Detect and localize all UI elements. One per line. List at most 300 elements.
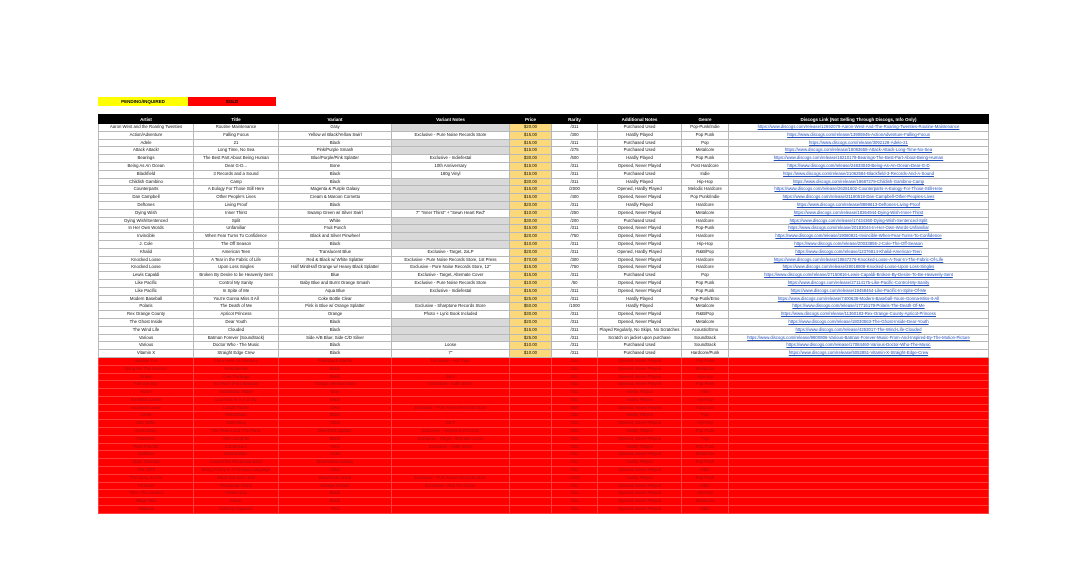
sold-row[interactable] (99, 459, 989, 467)
cell-discogs-link[interactable] (729, 443, 989, 451)
cell-price (510, 357, 552, 365)
cell-discogs-link[interactable]: https://www.discogs.com/release/21062584-Blackfield-3-Records-And-A-Sound (729, 170, 989, 178)
table-row[interactable] (99, 272, 989, 280)
table-row[interactable] (99, 248, 989, 256)
cell-genre: Hardcore (682, 217, 729, 225)
cell-rarity: /500 (552, 428, 598, 436)
cell-price (510, 467, 552, 475)
cell-title: Split (194, 217, 279, 225)
table-row[interactable] (99, 170, 989, 178)
cell-variant: Black (279, 498, 392, 506)
cell-discogs-link[interactable]: https://www.discogs.com/release/28018808-Knocked-Loose-Upon-Loss-Singles (729, 264, 989, 272)
cell-rarity: /311 (552, 467, 598, 475)
cell-discogs-link[interactable]: https://www.discogs.com/release/5052851-Vitamin-X-Straight-Edge-Crew (729, 350, 989, 358)
cell-rarity: /300 (552, 256, 598, 264)
cell-discogs-link[interactable] (729, 498, 989, 506)
cell-artist: Adele (99, 139, 194, 147)
cell-price: $70.00 (510, 256, 552, 264)
cell-genre: Acoustic/Emo (682, 326, 729, 334)
cell-additional-notes: Opened, Never Played (598, 240, 682, 248)
cell-title: The Death of Me (194, 303, 279, 311)
sold-row[interactable] (99, 506, 989, 514)
column-header-title[interactable]: Title (194, 115, 279, 124)
cell-variant-notes: Exclusive - Sharptone Records Store (392, 303, 510, 311)
cell-price (510, 373, 552, 381)
cell-artist: Turnover (99, 482, 194, 490)
cell-title: Other People's Lives (194, 194, 279, 202)
cell-variant-notes: Exclusive - Pure Noise Records Store, 12" (392, 264, 510, 272)
cell-price: $30.00 (510, 178, 552, 186)
cell-discogs-link[interactable] (729, 420, 989, 428)
cell-title: 21 (194, 139, 279, 147)
cell-title: Doctor Who - The Music (194, 342, 279, 350)
cell-variant-notes: Exclusive - Hopeless Records (392, 428, 510, 436)
cell-genre: Pop (682, 412, 729, 420)
cell-rarity: /311 (552, 272, 598, 280)
cell-variant-notes: Exclusive - Target, Alternate Cover (392, 272, 510, 280)
cell-discogs-link[interactable] (729, 506, 989, 514)
cell-genre: Pop Punk (682, 131, 729, 139)
cell-variant: Violet (279, 451, 392, 459)
cell-discogs-link[interactable]: https://www.discogs.com/release/27150816-Lewis-Capaldi-Broken-By-Desire-To-Be-Heavenly-Sent (729, 272, 989, 280)
sold-row[interactable] (99, 498, 989, 506)
cell-genre: Soundtrack (682, 342, 729, 350)
table-row[interactable] (99, 147, 989, 155)
cell-artist: Fall Out Boy (99, 381, 194, 389)
sold-row[interactable] (99, 420, 989, 428)
cell-rarity: /311 (552, 287, 598, 295)
cell-discogs-link[interactable] (729, 373, 989, 381)
cell-title: You're Gonna Miss It All (194, 295, 279, 303)
cell-discogs-link[interactable]: https://www.discogs.com/release/19060821-Invincible-When-Fear-Turns-To-Confidence (729, 233, 989, 241)
table-row[interactable] (99, 131, 989, 139)
cell-genre: Hardcore (682, 233, 729, 241)
cell-artist: Mac Miller (99, 420, 194, 428)
column-header-discogs-link[interactable]: Discogs Link (Not Selling Through Discogs, Info Only) (729, 115, 989, 124)
cell-discogs-link[interactable]: https://www.discogs.com/release/26281602-Counterparts-A-Eulogy-For-Those-Still-Here (729, 186, 989, 194)
table-row[interactable] (99, 139, 989, 147)
table-row[interactable] (99, 342, 989, 350)
cell-variant-notes (392, 178, 510, 186)
cell-variant-notes: 7" (392, 350, 510, 358)
sold-row[interactable] (99, 412, 989, 420)
cell-title: Batman Forever (Soundtrack) (194, 334, 279, 342)
column-header-rarity[interactable]: Rarity (552, 115, 598, 124)
cell-discogs-link[interactable] (729, 357, 989, 365)
cell-additional-notes: Opened, Never Played (598, 404, 682, 412)
sold-row[interactable] (99, 467, 989, 475)
cell-genre: Pop-Punk (682, 225, 729, 233)
sold-row[interactable] (99, 357, 989, 365)
column-header-variant[interactable]: Variant (279, 115, 392, 124)
sold-row[interactable] (99, 474, 989, 482)
cell-variant-notes: 2xLP (392, 373, 510, 381)
cell-title: Wasteland, Baby! (194, 389, 279, 397)
cell-discogs-link[interactable] (729, 389, 989, 397)
cell-additional-notes: Purchased Used (598, 342, 682, 350)
sold-row[interactable] (99, 365, 989, 373)
cell-rarity: /311 (552, 482, 598, 490)
cell-discogs-link[interactable]: https://www.discogs.com/release/9800806-Various-Batman-Forever-Music-From-And-Inspired-By-The-Motion-Picture (729, 334, 989, 342)
cell-artist: Spiritbox (99, 451, 194, 459)
cell-artist: Paramore (99, 435, 194, 443)
table-row[interactable] (99, 194, 989, 202)
cell-artist: Drake (99, 373, 194, 381)
column-header-artist[interactable]: Artist (99, 115, 194, 124)
cell-rarity: /311 (552, 459, 598, 467)
table-row[interactable] (99, 334, 989, 342)
cell-genre: Metalcore (682, 209, 729, 217)
cell-genre: Hardcore (682, 404, 729, 412)
table-row[interactable] (99, 155, 989, 163)
cell-rarity: /200 (552, 217, 598, 225)
cell-variant: Red (279, 443, 392, 451)
cell-genre: Metalcore (682, 451, 729, 459)
cell-artist: Kendrick Lamar (99, 396, 194, 404)
table-row[interactable] (99, 311, 989, 319)
sold-row[interactable] (99, 396, 989, 404)
table-row[interactable] (99, 217, 989, 225)
table-row[interactable] (99, 162, 989, 170)
cell-variant-notes (392, 194, 510, 202)
cell-rarity: /311 (552, 498, 598, 506)
cell-variant: Aqua Blue (279, 287, 392, 295)
cell-discogs-link[interactable]: https://www.discogs.com/release/21180518-Dan-Campbell-Other-Peoples-Lives (729, 194, 989, 202)
cell-price: $15.00 (510, 225, 552, 233)
cell-additional-notes: Opened, Never Played (598, 256, 682, 264)
cell-discogs-link[interactable] (729, 404, 989, 412)
cell-variant-notes (392, 318, 510, 326)
cell-artist: Various (99, 342, 194, 350)
sold-row[interactable] (99, 389, 989, 397)
cell-title: The Off Season (194, 240, 279, 248)
cell-variant: Black (279, 326, 392, 334)
table-row[interactable] (99, 186, 989, 194)
cell-rarity: /311 (552, 357, 598, 365)
cell-rarity: /311 (552, 139, 598, 147)
cell-rarity: /311 (552, 170, 598, 178)
cell-discogs-link[interactable]: https://www.discogs.com/release/27114175-Like-Pacific-Control-My-Sanity (729, 279, 989, 287)
cell-rarity: /311 (552, 248, 598, 256)
cell-title: A Eulogy For Those Still Here (194, 186, 279, 194)
cell-artist: Like Pacific (99, 287, 194, 295)
cell-rarity: /311 (552, 342, 598, 350)
cell-genre: Metalcore (682, 365, 729, 373)
cell-title: Broken By Desire to be Heavenly Sent (194, 272, 279, 280)
cell-title: What You Don't See (194, 474, 279, 482)
cell-additional-notes: Opened, Hardly Played (598, 186, 682, 194)
cell-discogs-link[interactable]: https://www.discogs.com/release/18364944-Dying-Wish-Inner-Thirst (729, 209, 989, 217)
table-row[interactable] (99, 201, 989, 209)
cell-discogs-link[interactable]: https://www.discogs.com/release/19687279-Childish-Gambino-Camp (729, 178, 989, 186)
cell-rarity: /1000 (552, 474, 598, 482)
column-header-price[interactable]: Price (510, 115, 552, 124)
cell-genre: Pop Punk (682, 357, 729, 365)
sold-row[interactable] (99, 490, 989, 498)
table-row[interactable] (99, 318, 989, 326)
cell-price: $10.00 (510, 240, 552, 248)
cell-price: $15.00 (510, 264, 552, 272)
sold-row[interactable] (99, 482, 989, 490)
sold-row[interactable] (99, 443, 989, 451)
cell-additional-notes: Opened, Never Played (598, 279, 682, 287)
table-row[interactable] (99, 326, 989, 334)
cell-discogs-link[interactable] (729, 482, 989, 490)
table-row[interactable] (99, 295, 989, 303)
cell-genre: Metalcore (682, 498, 729, 506)
cell-price: $30.00 (510, 217, 552, 225)
cell-genre: Pop Punk (682, 287, 729, 295)
cell-additional-notes: Opened, Never Played (598, 482, 682, 490)
cell-rarity: /311 (552, 225, 598, 233)
cell-price (510, 482, 552, 490)
table-row[interactable] (99, 240, 989, 248)
cell-artist: Attack Attack! (99, 147, 194, 155)
cell-variant-notes (392, 225, 510, 233)
cell-variant: Clear (279, 404, 392, 412)
cell-title: Inner Thirst (194, 209, 279, 217)
cell-additional-notes: Opened, Never Played (598, 435, 682, 443)
sold-row[interactable] (99, 404, 989, 412)
cell-discogs-link[interactable] (729, 365, 989, 373)
column-header-variant-notes[interactable]: Variant Notes (392, 115, 510, 124)
cell-artist: State Champs (99, 459, 194, 467)
cell-price (510, 396, 552, 404)
sold-row[interactable] (99, 435, 989, 443)
cell-variant: Orange Sherbet Swirl (279, 381, 392, 389)
cell-discogs-link[interactable]: https://www.discogs.com/release/4253017-The-Wind-Life-Clouded (729, 326, 989, 334)
cell-rarity: /311 (552, 389, 598, 397)
cell-price (510, 459, 552, 467)
cell-title: Routine Maintenance (194, 124, 279, 132)
cell-additional-notes: Hardly Played (598, 428, 682, 436)
cell-discogs-link[interactable]: https://www.discogs.com/release/19847276-Knocked-Loose-A-Tear-In-The-Fabric-Of-Life (729, 256, 989, 264)
cell-discogs-link[interactable] (729, 490, 989, 498)
cell-price: $15.00 (510, 287, 552, 295)
cell-additional-notes: Opened, Never Played (598, 162, 682, 170)
column-header-additional-notes[interactable]: Additional Notes (598, 115, 682, 124)
cell-artist: Tyler, The Creator (99, 490, 194, 498)
cell-title: When Fear Turns To Confidence (194, 233, 279, 241)
cell-title: Upon Loss Singles (194, 264, 279, 272)
table-row[interactable] (99, 303, 989, 311)
cell-discogs-link[interactable]: https://www.discogs.com/release/18210178-Bearings-The-Best-Part-About-Being-Human (729, 155, 989, 163)
cell-discogs-link[interactable] (729, 451, 989, 459)
cell-discogs-link[interactable] (729, 435, 989, 443)
cell-title: Straight Edge Crew (194, 350, 279, 358)
cell-artist: Like Pacific (99, 279, 194, 287)
table-row[interactable] (99, 178, 989, 186)
cell-artist: In Her Own Words (99, 225, 194, 233)
table-row[interactable] (99, 287, 989, 295)
table-row[interactable] (99, 209, 989, 217)
cell-discogs-link[interactable]: https://www.discogs.com/release/19458464-Like-Pacific-In-Spite-Of-Me (729, 287, 989, 295)
cell-price (510, 435, 552, 443)
cell-genre: Pop Punk (682, 428, 729, 436)
cell-artist: Aaron West and the Roaring Twenties (99, 124, 194, 132)
cell-discogs-link[interactable]: https://www.discogs.com/release/11360183-Rex-Orange-County-Apricot-Princess (729, 311, 989, 319)
cell-genre: Hardcore (682, 256, 729, 264)
cell-variant-notes (392, 240, 510, 248)
cell-additional-notes: Opened, Never Played (598, 233, 682, 241)
cell-price (510, 389, 552, 397)
cell-discogs-link[interactable] (729, 412, 989, 420)
cell-discogs-link[interactable] (729, 396, 989, 404)
cell-variant: Blue/Red Splatter (279, 428, 392, 436)
column-header-genre[interactable]: Genre (682, 115, 729, 124)
cell-rarity: /311 (552, 162, 598, 170)
cell-discogs-link[interactable]: https://www.discogs.com/release/18030563-The-Ghost-Inside-Dear-Youth (729, 318, 989, 326)
cell-price: $15.00 (510, 194, 552, 202)
cell-artist: Wage War (99, 498, 194, 506)
cell-variant-notes: Exclusive - Pure Noise Records Store (392, 474, 510, 482)
cell-variant: Blue/Green Swirl (279, 474, 392, 482)
cell-variant-notes: Exclusive - Indiefestal (392, 287, 510, 295)
cell-additional-notes: Hardly Played (598, 155, 682, 163)
cell-additional-notes: Opened, Never Played (598, 311, 682, 319)
cell-variant: Black and Silver Pinwheel (279, 233, 392, 241)
cell-variant: Blue/Purple/Pink Splatter (279, 155, 392, 163)
header-row (99, 115, 989, 124)
cell-variant: White (279, 217, 392, 225)
cell-price: $10.00 (510, 279, 552, 287)
cell-additional-notes: Purchased Used (598, 217, 682, 225)
cell-variant: Black (279, 178, 392, 186)
cell-price (510, 412, 552, 420)
cell-genre: Indie (682, 506, 729, 514)
cell-title: Laugh Tracks (194, 404, 279, 412)
cell-variant-notes: Exclusive - Target, 2xLP (392, 248, 510, 256)
sold-row[interactable] (99, 373, 989, 381)
cell-artist: Action/Adventure (99, 131, 194, 139)
cell-rarity: /311 (552, 396, 598, 404)
cell-artist: Lorde (99, 412, 194, 420)
cell-discogs-link[interactable]: https://www.discogs.com/release/24833040-Being-As-An-Ocean-Dear-G-D (729, 162, 989, 170)
cell-discogs-link[interactable]: https://www.discogs.com/release/20033855-J-Cole-The-Off-Season (729, 240, 989, 248)
cell-discogs-link[interactable] (729, 428, 989, 436)
cell-title: Composure (194, 443, 279, 451)
cell-rarity: /311 (552, 295, 598, 303)
status-legend (98, 97, 276, 106)
cell-discogs-link[interactable]: https://www.discogs.com/release/17716178-Polaris-The-Death-Of-Me (729, 303, 989, 311)
cell-discogs-link[interactable] (729, 467, 989, 475)
table-row[interactable] (99, 256, 989, 264)
cell-genre: Pop Punk (682, 459, 729, 467)
cell-price: $25.00 (510, 295, 552, 303)
cell-genre: Hip-Hop (682, 240, 729, 248)
cell-genre: Pop-Punk/Indie (682, 124, 729, 132)
cell-variant-notes: Exclusive - Target, Alternate Cover (392, 435, 510, 443)
table-row[interactable] (99, 233, 989, 241)
table-row[interactable] (99, 264, 989, 272)
cell-rarity: /500 (552, 155, 598, 163)
cell-title: Melodrama (194, 412, 279, 420)
cell-variant-notes (392, 389, 510, 397)
cell-discogs-link[interactable]: https://www.discogs.com/release/8898613-Deftones-Living-Proof (729, 201, 989, 209)
cell-rarity: /311 (552, 412, 598, 420)
cell-discogs-link[interactable]: https://www.discogs.com/release/20183044-In-Her-Own-Words-Unfamiliar (729, 225, 989, 233)
cell-variant: Black (279, 240, 392, 248)
cell-discogs-link[interactable]: https://www.discogs.com/release/3092128-Adele-21 (729, 139, 989, 147)
cell-variant-notes (392, 295, 510, 303)
cell-price (510, 443, 552, 451)
cell-additional-notes: Opened, Never Played (598, 420, 682, 428)
cell-variant: Black (279, 373, 392, 381)
cell-discogs-link[interactable]: https://www.discogs.com/release/12376814-Khalid-American-Teen (729, 248, 989, 256)
cell-artist: Modern Baseball (99, 295, 194, 303)
cell-artist: Counterparts (99, 186, 194, 194)
legend-pending: PENDING/INQUIRED (98, 97, 188, 106)
table-row[interactable] (99, 350, 989, 358)
cell-additional-notes: Opened, Never Played (598, 467, 682, 475)
cell-variant-notes: 2xLP (392, 420, 510, 428)
cell-additional-notes: Opened, Never Played (598, 194, 682, 202)
cell-title: Unfamiliar (194, 225, 279, 233)
cell-artist: Dying Wish (99, 209, 194, 217)
cell-title: Apricot Princess (194, 311, 279, 319)
sold-row[interactable] (99, 381, 989, 389)
cell-discogs-link[interactable]: https://www.discogs.com/release/7400636-Modern-Baseball-Youre-Gonna-Miss-It-All (729, 295, 989, 303)
cell-rarity: /400 (552, 194, 598, 202)
cell-title: Swimming (194, 420, 279, 428)
cell-rarity: /311 (552, 381, 598, 389)
cell-additional-notes: Purchased Used (598, 272, 682, 280)
cell-discogs-link[interactable]: https://www.discogs.com/release/12692079-Aaron-West-And-The-Roaring-Twenties-Routine-Maintenance (729, 124, 989, 132)
table-row[interactable] (99, 124, 989, 132)
cell-rarity: /1000 (552, 303, 598, 311)
cell-variant: Red (279, 506, 392, 514)
cell-discogs-link[interactable] (729, 474, 989, 482)
cell-variant-notes (392, 334, 510, 342)
sold-row[interactable] (99, 451, 989, 459)
cell-variant: Half Mint/Half Orange w/ Heavy Black Splatter (279, 264, 392, 272)
cell-price: $15.00 (510, 326, 552, 334)
cell-price: $30.00 (510, 311, 552, 319)
cell-additional-notes: Opened, Never Played (598, 490, 682, 498)
table-row[interactable] (99, 279, 989, 287)
cell-artist: Knocked Loose (99, 264, 194, 272)
cell-title: Flower Boy (194, 490, 279, 498)
cell-discogs-link[interactable]: https://www.discogs.com/release/17084460-Various-Doctor-Who-The-Music (729, 342, 989, 350)
cell-variant: Orange Smash (279, 482, 392, 490)
cell-title: The Peace and The Panic (194, 428, 279, 436)
cell-variant: Blue (279, 272, 392, 280)
cell-artist: Knocked Loose (99, 404, 194, 412)
cell-discogs-link[interactable] (729, 381, 989, 389)
cell-rarity: /311 (552, 506, 598, 514)
cell-variant: Black (279, 396, 392, 404)
cell-variant: Coke Bottle Clear (279, 295, 392, 303)
table-header (99, 115, 989, 124)
cell-price (510, 474, 552, 482)
cell-discogs-link[interactable] (729, 459, 989, 467)
cell-variant-notes (392, 490, 510, 498)
cell-discogs-link[interactable]: https://www.discogs.com/release/13905945-ActionAdventure-Falling-Focus (729, 131, 989, 139)
cell-title: good kid, m.A.A.d city (194, 396, 279, 404)
cell-artist: Hozier (99, 389, 194, 397)
cell-price: $20.00 (510, 318, 552, 326)
cell-variant-notes: 7" "Inner Thirst" + "Sewn Heart Red" (392, 209, 510, 217)
table-row[interactable] (99, 225, 989, 233)
cell-discogs-link[interactable]: https://www.discogs.com/release/17434360-Dying-Wish-Sentenced-Split (729, 217, 989, 225)
cell-artist: Alkaline Trio (99, 357, 194, 365)
cell-artist: The 1975 (99, 467, 194, 475)
cell-discogs-link[interactable]: https://www.discogs.com/release/18083658-Attack-Attack-Long-Time-No-Sea (729, 147, 989, 155)
cell-price (510, 490, 552, 498)
cell-variant: Black (279, 435, 392, 443)
cell-price (510, 381, 552, 389)
sold-row[interactable] (99, 428, 989, 436)
